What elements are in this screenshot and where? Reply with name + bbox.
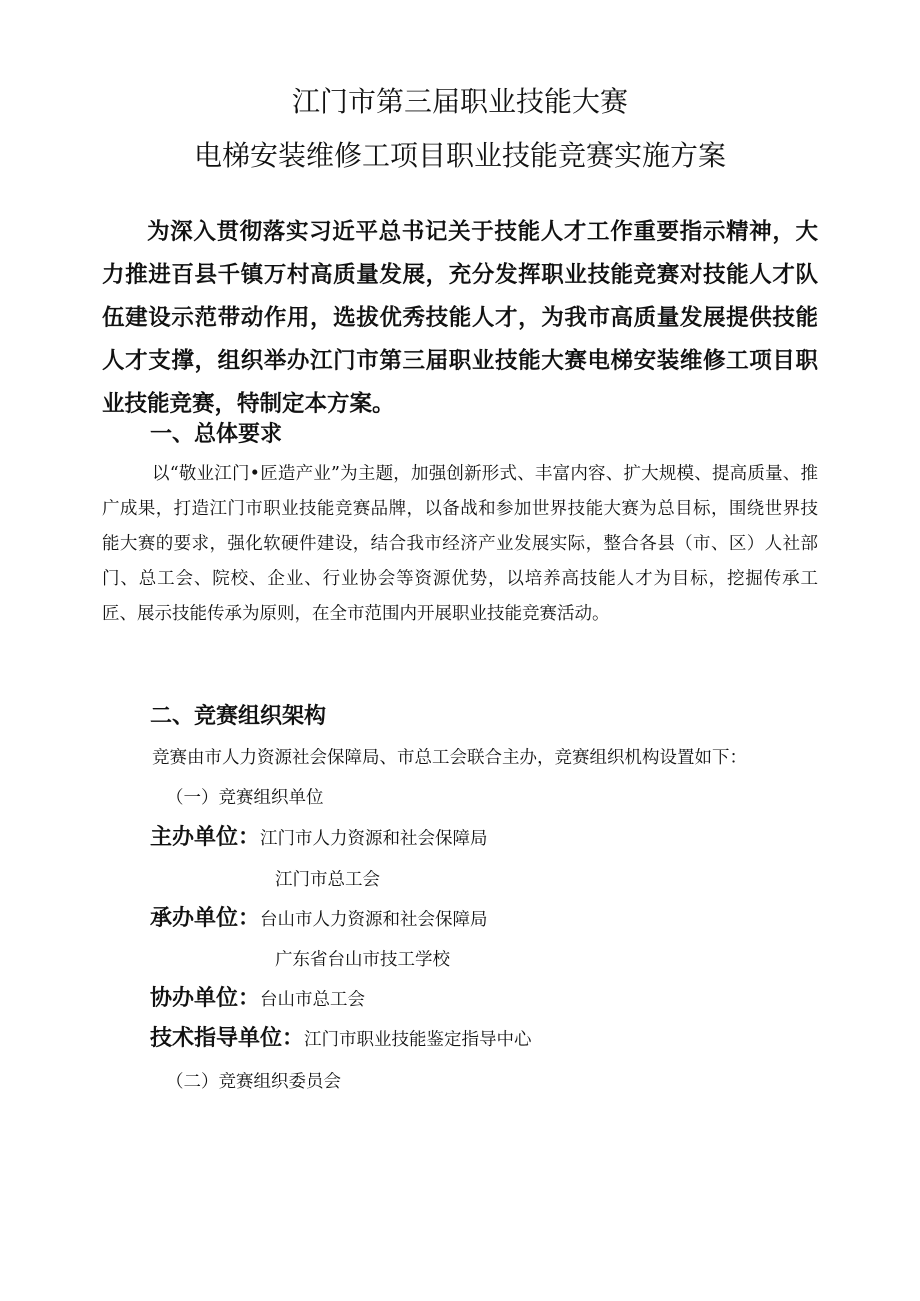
subheading-organizing-committee: （二）竞赛组织委员会 bbox=[166, 1072, 341, 1092]
organizer-unit-value-2: 广东省台山市技工学校 bbox=[275, 950, 450, 970]
technical-guidance-label: 技术指导单位： bbox=[150, 1026, 305, 1051]
organizer-unit-row bbox=[150, 904, 488, 935]
organizer-unit-value: 台山市人力资源和社会保障局 bbox=[260, 910, 488, 930]
organization-paragraph: 竞赛由市人力资源社会保障局、市总工会联合主办，竞赛组织机构设置如下： bbox=[152, 748, 747, 768]
host-unit-row bbox=[150, 823, 488, 854]
organizer-unit-label: 承办单位： bbox=[150, 906, 261, 931]
technical-guidance-row bbox=[150, 1024, 532, 1055]
host-unit-label: 主办单位： bbox=[150, 825, 261, 850]
document-title-line-2: 电梯安装维修工项目职业技能竞赛实施方案 bbox=[193, 139, 726, 172]
co-organizer-value: 台山市总工会 bbox=[260, 990, 366, 1010]
host-unit-value: 江门市人力资源和社会保障局 bbox=[260, 829, 488, 849]
general-requirements-paragraph: 以“敬业江门•匠造产业”为主题，加强创新形式、丰富内容、扩大规模、提高质量、推广成果，打造江门市职业技能竞赛品牌，以备战和参加世界技能大赛为总目标，围绕世界技能大赛的要求，强化软硬件建设，结合我市经济产业发展实际，整合各县（市、区）人社部门、总工会、院校、企业、行业协会等资源优势，以培养高技能人才为目标，挖掘传承工匠、展示技能传承为原则，在全市范围内开展职业技能竞赛活动。 bbox=[102, 464, 818, 624]
subheading-organizing-units: （一）竞赛组织单位 bbox=[166, 788, 324, 808]
section-heading-general-requirements: 一、总体要求 bbox=[150, 422, 283, 447]
intro-paragraph: 为深入贯彻落实习近平总书记关于技能人才工作重要指示精神，大力推进百县千镇万村高质量发展，充分发挥职业技能竞赛对技能人才队伍建设示范带动作用，选拔优秀技能人才，为我市高质量发展提供技能人才支撑，组织举办江门市第三届职业技能大赛电梯安装维修工项目职业技能竞赛，特制定本方案。 bbox=[102, 219, 818, 417]
co-organizer-label: 协办单位： bbox=[150, 986, 261, 1011]
co-organizer-row bbox=[150, 984, 365, 1015]
section-heading-organization: 二、竞赛组织架构 bbox=[150, 704, 327, 729]
document-title-line-1: 江门市第三届职业技能大赛 bbox=[291, 85, 628, 118]
host-unit-value-2: 江门市总工会 bbox=[275, 870, 380, 890]
technical-guidance-value: 江门市职业技能鉴定指导中心 bbox=[304, 1030, 532, 1050]
